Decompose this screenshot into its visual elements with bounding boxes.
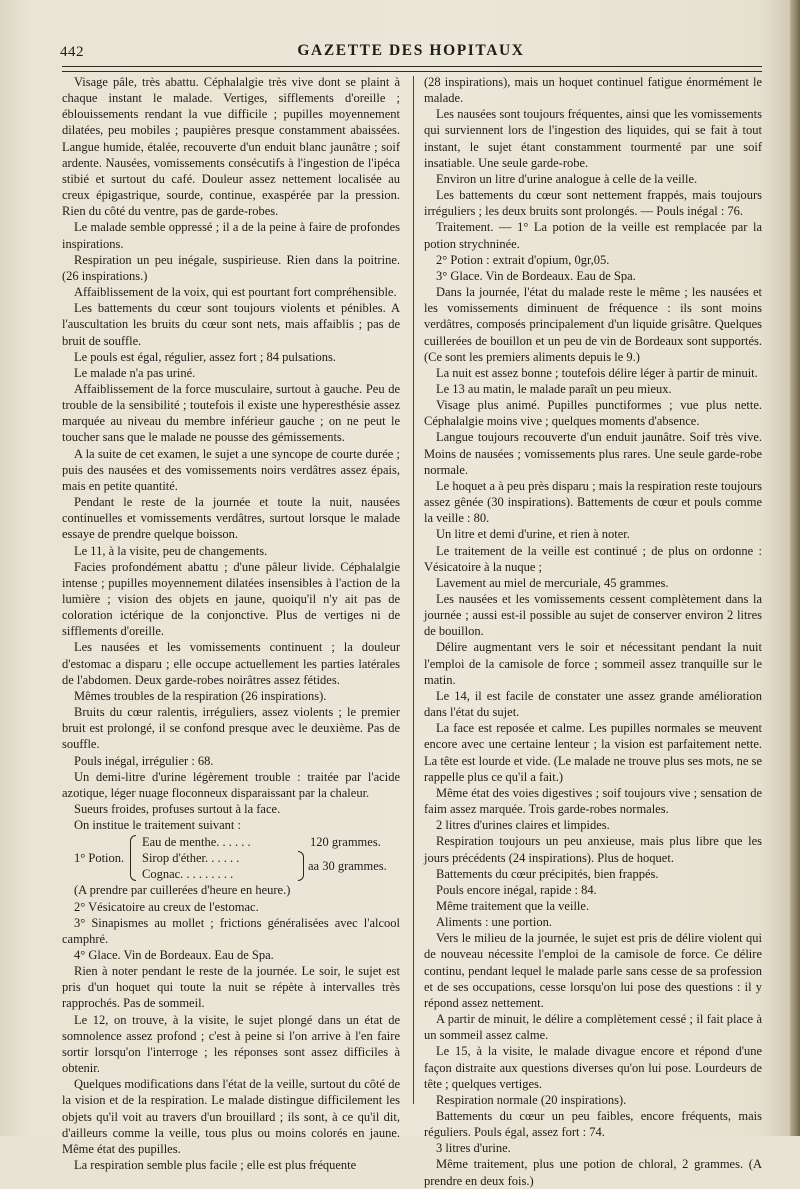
paragraph: Traitement. — 1° La potion de la veille est remplacée par la potion strychninée. <box>424 220 762 251</box>
paragraph: Langue toujours recouverte d'un enduit jaunâtre. Soif très vive. Moins de nausées ; vomissements plus rares. Une seule garde-robe normale. <box>424 430 762 477</box>
paragraph: Dans la journée, l'état du malade reste le même ; les nausées et les vomissements diminuent de fréquence : ils sont moins verdâtres, composés principalement d'un liquide grisâtre. Quelques cuillerées de bouillon et un peu de vin de Bordeaux sont supportés. (Ce sont les premiers aliments depuis le 9.) <box>424 285 762 364</box>
paragraph: Visage plus animé. Pupilles punctiformes ; vue plus nette. Céphalalgie moins vive ; quelques moments d'absence. <box>424 398 762 429</box>
paragraph: Le pouls est égal, régulier, assez fort ; 84 pulsations. <box>74 349 336 364</box>
paragraph: Le traitement de la veille est continué ; de plus on ordonne : Vésicatoire à la nuque ; <box>424 543 762 574</box>
paragraph: Pouls inégal, irrégulier : 68. <box>74 753 214 768</box>
paragraph: Le hoquet a à peu près disparu ; mais la respiration reste toujours assez gênée (30 inspirations). Battements de cœur et pouls comme la veille : 80. <box>424 478 762 526</box>
paragraph: Délire augmentant vers le soir et nécessitant pendant la nuit l'emploi de la camisole de force ; sommeil assez tranquille sur le matin. <box>424 640 762 687</box>
paragraph: Respiration un peu inégale, suspirieuse. Rien dans la poitrine. (26 inspirations.) <box>62 252 400 283</box>
paragraph-continuation: (28 inspirations), mais un hoquet continuel fatigue énormément le malade. <box>424 75 762 106</box>
paragraph: 3° Glace. Vin de Bordeaux. Eau de Spa. <box>436 268 636 283</box>
paragraph: Le 13 au matin, le malade paraît un peu mieux. <box>436 381 672 396</box>
prescription-potion <box>62 834 400 882</box>
paragraph: Un litre et demi d'urine, et rien à noter. <box>436 527 630 542</box>
paragraph: 2° Potion : extrait d'opium, 0gr,05. <box>436 252 610 267</box>
paragraph: Facies profondément abattu ; d'une pâleur livide. Céphalalgie intense ; pupilles moyennement dilatées insensibles à l'action de la lumière ; vision des objets en jaune, quoiqu'il n'y ait pas de coloration ictérique de la conjonctive. Plus de vertiges ni de sifflements d'oreille. <box>62 559 400 639</box>
left-brace <box>130 835 136 881</box>
paragraph: 2 litres d'urines claires et limpides. <box>436 818 610 833</box>
paragraph: 4° Glace. Vin de Bordeaux. Eau de Spa. <box>74 947 274 962</box>
paragraph: Même état des voies digestives ; soif toujours vive ; sensation de faim assez marquée. Trois garde-robes normales. <box>424 785 762 817</box>
paragraph: Lavement au miel de mercuriale, 45 grammes. <box>436 575 669 590</box>
paragraph: Le malade semble oppressé ; il a de la peine à faire de profondes inspirations. <box>62 220 400 251</box>
paragraph: A partir de minuit, le délire a complètement cessé ; il fait place à un sommeil assez calme. <box>424 1012 762 1043</box>
left-column <box>62 74 400 1173</box>
paragraph: Les battements du cœur sont nettement frappés, mais toujours irréguliers ; les deux bruits sont prolongés. — Pouls inégal : 76. <box>424 188 762 219</box>
quantity: aa 30 grammes. <box>308 859 387 874</box>
paragraph: Aliments : une portion. <box>436 915 552 930</box>
right-brace <box>298 851 304 881</box>
paragraph: La respiration semble plus facile ; elle est plus fréquente <box>74 1158 357 1172</box>
ingredient: Cognac. . . . . . . . . <box>142 867 234 882</box>
ingredient: Sirop d'éther. . . . . . <box>142 851 240 866</box>
paragraph: 2° Vésicatoire au creux de l'estomac. <box>74 899 259 914</box>
column-divider <box>413 76 414 1104</box>
paragraph: Battements du cœur précipités, bien frappés. <box>436 866 659 881</box>
paragraph: Le malade n'a pas uriné. <box>74 365 196 380</box>
paragraph: Pouls encore inégal, rapide : 84. <box>436 882 597 897</box>
paragraph: 3 litres d'urine. <box>436 1141 511 1156</box>
paragraph: Quelques modifications dans l'état de la veille, surtout du côté de la vision et de la respiration. Le malade distingue difficilement les objets qu'il voit au travers d'un brouillard ; ils sont, à ce qu'il dit, d'ailleurs comme la veille, tous plus ou moins colorés en jaune. Même état des pupilles. <box>62 1077 400 1156</box>
paragraph: Affaiblissement de la force musculaire, surtout à gauche. Peu de trouble de la sensibilité ; toutefois il existe une hyperesthésie assez marquée au niveau du membre inférieur gauche ; on ne peut le toucher sans que le malade ne pousse des gémissements. <box>62 381 400 445</box>
paragraph: La nuit est assez bonne ; toutefois délire léger à partir de minuit. <box>436 365 758 380</box>
paragraph: Vers le milieu de la journée, le sujet est pris de délire violent qui de nouveau nécessite l'emploi de la camisole de force. Ce délire continu, pendant lequel le malade parle sans cesse de sa profession et de ses occupations, cesse lorsqu'on lui pose des questions : il y répond assez nettement. <box>424 931 762 1010</box>
paragraph: Mêmes troubles de la respiration (26 inspirations). <box>74 688 327 703</box>
paragraph: Affaiblissement de la voix, qui est pourtant fort compréhensible. <box>74 285 397 300</box>
header-rule <box>62 66 762 67</box>
paragraph: La face est reposée et calme. Les pupilles normales se meuvent encore avec une certaine lenteur ; la vision est parfaitement nette. La tête est lourde et vide. (Le malade ne trouve plus ses mots, ne se rappelle plus ce qu'il a fait.) <box>424 721 762 784</box>
header-rule-thin <box>62 71 762 72</box>
paragraph: Rien à noter pendant le reste de la journée. Le soir, le sujet est pris d'un hoquet qui toute la nuit se répète à intervalles très rapprochés. Pas de sommeil. <box>62 964 400 1011</box>
paragraph: Les nausées et les vomissements continuent ; la douleur d'estomac a disparu ; elle occupe actuellement les parties latérales de l'abdomen. Deux garde-robes noirâtres assez fétides. <box>62 640 400 687</box>
paragraph: 3° Sinapismes au mollet ; frictions généralisées avec l'alcool camphré. <box>62 915 400 946</box>
right-column <box>424 74 762 1189</box>
page-number: 442 <box>60 44 84 60</box>
ingredient: Eau de menthe. . . . . . <box>142 835 251 850</box>
paragraph: Le 14, il est facile de constater une assez grande amélioration dans l'état du sujet. <box>424 688 762 720</box>
paragraph: Sueurs froides, profuses surtout à la face. <box>74 802 281 817</box>
paragraph: On institue le traitement suivant : <box>74 818 241 833</box>
paragraph: Même traitement, plus une potion de chloral, 2 grammes. (A prendre en deux fois.) <box>424 1157 762 1188</box>
paragraph: Même traitement que la veille. <box>436 898 590 913</box>
paragraph: Les battements du cœur sont toujours violents et pénibles. A l'auscultation les bruits du cœur sont nets, mais affaiblis ; pas de bruit de souffle. <box>62 301 400 348</box>
quantity: 120 grammes. <box>310 835 381 850</box>
paragraph: Environ un litre d'urine analogue à celle de la veille. <box>436 171 698 186</box>
paragraph: Les nausées sont toujours fréquentes, ainsi que les vomissements qui surviennent lors de l'ingestion des liquides, qui se fait à tout instant, le sujet étant constamment tourmenté par une soif insatiable. Une seule garde-robe. <box>424 107 762 170</box>
paragraph: Un demi-litre d'urine légèrement trouble : traitée par l'acide azotique, léger nuage floconneux disparaissant par la chaleur. <box>62 769 400 800</box>
paragraph: Le 12, on trouve, à la visite, le sujet plongé dans un état de somnolence assez profond ; c'est à peine si l'on arrive à l'en faire sortir lorsqu'on l'interroge ; les réponses sont assez difficiles à obtenir. <box>62 1012 400 1076</box>
paragraph: Le 11, à la visite, peu de changements. <box>74 543 268 558</box>
paragraph: (A prendre par cuillerées d'heure en heure.) <box>74 883 291 898</box>
page-header <box>60 42 762 64</box>
page-edge <box>790 0 800 1136</box>
paragraph: Le 15, à la visite, le malade divague encore et répond d'une façon distraite aux questions diverses qu'on lui pose. Lourdeurs de tête ; quelques vertiges. <box>424 1044 762 1091</box>
paragraph: Battements du cœur un peu faibles, encore fréquents, mais réguliers. Pouls égal, assez fort : 74. <box>424 1109 762 1140</box>
paragraph: A la suite de cet examen, le sujet a une syncope de courte durée ; puis des nausées et des vomissements noirs verdâtres assez épais, mais en petite quantité. <box>62 446 400 493</box>
paragraph: Bruits du cœur ralentis, irréguliers, assez violents ; le premier bruit est prolongé, il se confond presque avec le deuxième. Pas de souffle. <box>62 705 400 752</box>
paragraph: Pendant le reste de la journée et toute la nuit, nausées continuelles et vomissements verdâtres, surtout lorsque le malade essaye de prendre quelque boisson. <box>62 495 400 542</box>
journal-title: GAZETTE DES HOPITAUX <box>297 42 525 59</box>
potion-label: 1° Potion. <box>74 851 125 866</box>
paragraph: Visage pâle, très abattu. Céphalalgie très vive dont se plaint à chaque instant le malade. Vertiges, sifflements d'oreille ; éblouissements rendant la vue difficile ; pupilles moyennement dilatées, peu mobiles ; paupières presque constamment abaissées. Langue humide, étalée, recouverte d'un enduit blanc jaunâtre ; soif ardente. Nausées, vomissements consécutifs à l'ingestion de l'ipéca stibié et surtout du café. Douleur assez nettement localisée au creux épigastrique, sourde, continue, exaspérée par la pression. Rien du côté du ventre, pas de garde-robes. <box>62 75 400 219</box>
paragraph: Les nausées et les vomissements cessent complètement dans la journée ; aussi est-il possible au sujet de conserver environ 2 litres de bouillon. <box>424 592 762 639</box>
paragraph: Respiration normale (20 inspirations). <box>436 1092 627 1107</box>
paragraph: Respiration toujours un peu anxieuse, mais plus libre que les jours précédents (24 inspirations). Plus de hoquet. <box>424 834 762 865</box>
